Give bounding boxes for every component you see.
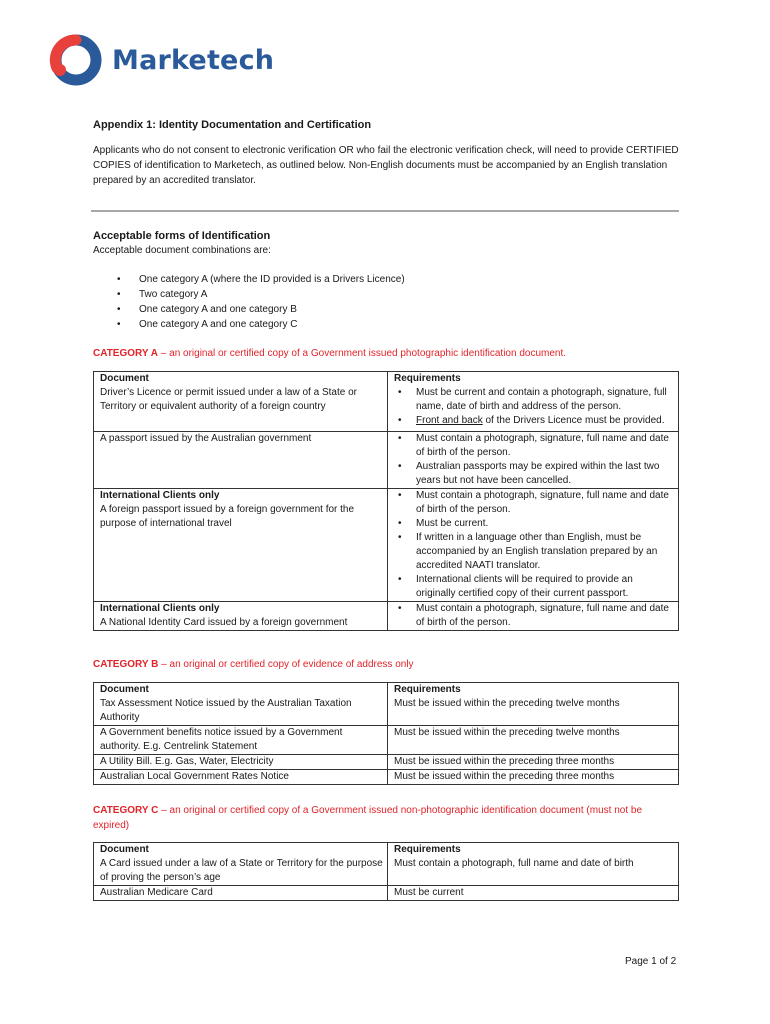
requirement-text: of the Drivers Licence must be provided. [482,415,665,426]
requirement-underlined-text: Front and back [416,415,483,426]
category-b-label: CATEGORY B [93,659,159,670]
table-row [94,726,679,755]
document-cell: A National Identity Card issued by a foreign government [100,617,348,628]
category-a-section [93,347,679,631]
column-header-document: Document [100,684,149,695]
document-cell: Driver’s Licence or permit issued under a law of a State or Territory or equivalent authority of a foreign country [100,387,357,412]
table-row [94,755,679,770]
requirements-list [394,602,674,630]
requirement-item: • Australian passports may be expired within the last two years but not have been cancelled. [394,460,674,488]
column-header-requirements: Requirements [394,373,461,384]
category-a-table [93,371,679,631]
requirement-item: • Must contain a photograph, signature, full name and date of birth of the person. [394,602,674,630]
category-c-title [93,803,679,833]
requirement-item: • Must contain a photograph, signature, full name and date of birth of the person. [394,432,674,460]
requirement-cell: Must be issued within the preceding twelve months [394,727,620,738]
document-cell: Australian Medicare Card [100,887,213,898]
requirement-item: • Must be current. [394,517,674,531]
company-logo [44,30,274,90]
table-row [94,683,679,726]
category-c-section [93,803,679,901]
category-b-description: – an original or certified copy of evidence of address only [158,659,414,670]
requirement-item [394,414,674,428]
list-item: • One category A (where the ID provided is a Drivers Licence) [93,272,679,287]
requirements-list [394,386,674,428]
document-cell: A foreign passport issued by a foreign government for the purpose of international travel [100,504,355,529]
column-header-requirements: Requirements [394,844,461,855]
requirements-list [394,432,674,488]
international-clients-label: International Clients only [100,490,220,501]
category-b-title [93,658,679,672]
column-header-document: Document [100,844,149,855]
category-c-label: CATEGORY C [93,805,159,816]
brand-name: Marketech [112,44,275,76]
acceptable-forms-section [93,229,679,332]
requirement-item: • If written in a language other than English, must be accompanied by an English translation prepared by an accredited NAATI translator. [394,531,674,573]
requirement-item: • Must be current and contain a photograph, signature, full name, date of birth and address of the person. [394,386,674,414]
list-item: • Two category A [93,287,679,302]
list-item: • One category A and one category B [93,302,679,317]
document-cell: A passport issued by the Australian government [100,433,312,444]
appendix-section [93,118,679,188]
requirement-cell: Must be current [394,887,464,898]
requirements-list [394,489,674,601]
section-divider [91,210,679,212]
document-cell: Tax Assessment Notice issued by the Australian Taxation Authority [100,698,352,723]
document-cell: A Government benefits notice issued by a Government authority. E.g. Centrelink Statement [100,727,343,752]
combination-list [93,272,679,332]
document-cell: Australian Local Government Rates Notice [100,771,289,782]
requirement-item: • Must contain a photograph, signature, full name and date of birth of the person. [394,489,674,517]
page-number: Page 1 of 2 [625,956,677,967]
list-item: • One category A and one category C [93,317,679,332]
category-a-label: CATEGORY A [93,348,159,359]
column-header-document: Document [100,373,149,384]
requirement-cell: Must be issued within the preceding three months [394,756,615,767]
table-row [94,372,679,432]
column-header-requirements: Requirements [394,684,461,695]
category-a-title [93,347,679,361]
table-row [94,489,679,602]
requirement-item: • International clients will be required to provide an originally certified copy of their current passport. [394,573,674,601]
category-b-table [93,682,679,785]
category-b-section [93,658,679,785]
acceptable-subtitle: Acceptable document combinations are: [93,245,271,256]
requirement-cell: Must be issued within the preceding three months [394,771,615,782]
requirement-cell: Must be issued within the preceding twelve months [394,698,620,709]
table-row [94,886,679,901]
document-cell: A Utility Bill. E.g. Gas, Water, Electricity [100,756,274,767]
marketech-ring-logo-icon [44,30,106,90]
category-c-table [93,842,679,901]
page-title: Appendix 1: Identity Documentation and Certification [93,119,372,131]
table-row [94,770,679,785]
requirement-cell: Must contain a photograph, full name and date of birth [394,858,634,869]
intro-paragraph: Applicants who do not consent to electronic verification OR who fail the electronic verification check, will need to provide CERTIFIED COPIES of identification to Marketech, as outlined below. Non-English documents must be accompanied by an English translation prepared by an accredited translator. [93,145,679,186]
table-row [94,602,679,631]
category-a-description: – an original or certified copy of a Government issued photographic identification document. [158,348,567,359]
acceptable-title: Acceptable forms of Identification [93,230,271,242]
table-row [94,432,679,489]
international-clients-label: International Clients only [100,603,220,614]
category-c-description: – an original or certified copy of a Government issued non-photographic identification document (must not be expired) [93,805,642,831]
document-cell: A Card issued under a law of a State or Territory for the purpose of proving the person’s age [100,858,383,883]
table-row [94,843,679,886]
